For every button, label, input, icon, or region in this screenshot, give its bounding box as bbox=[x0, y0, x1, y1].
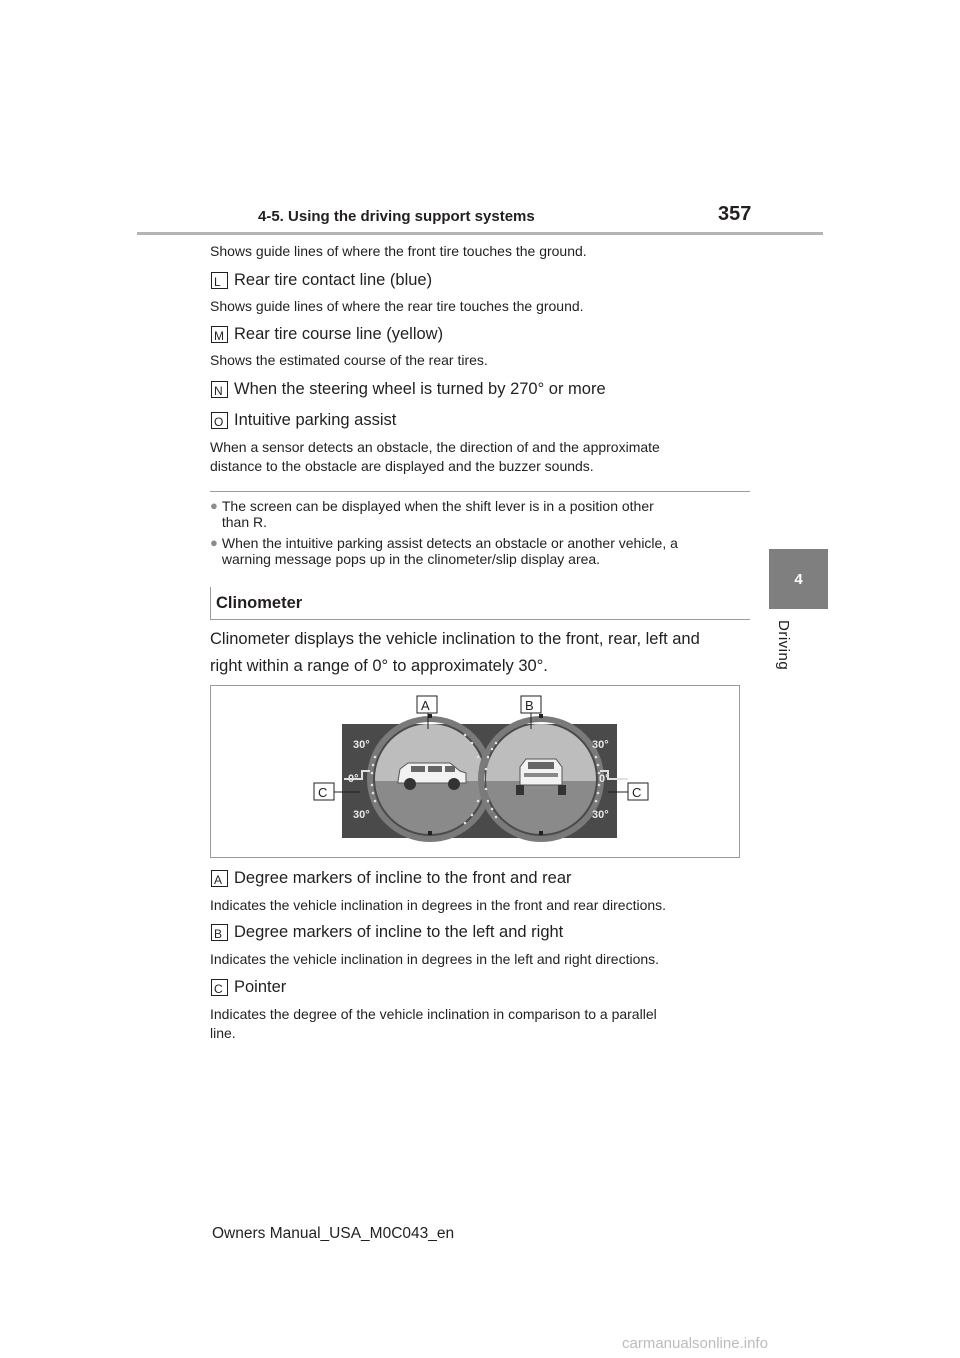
item-b-label: Degree markers of incline to the left and right bbox=[234, 923, 564, 941]
note-2-line-1: When the intuitive parking assist detects an obstacle or another vehicle, a bbox=[221, 535, 678, 551]
clinometer-figure bbox=[210, 685, 740, 858]
item-b-desc: Indicates the vehicle inclination in degrees in the left and right directions. bbox=[210, 951, 660, 967]
callout-b-label: B bbox=[525, 698, 534, 713]
badge-c: C bbox=[211, 979, 228, 996]
item-l-desc: Shows guide lines of where the rear tire touches the ground. bbox=[210, 298, 584, 314]
footer-doc-id: Owners Manual_USA_M0C043_en bbox=[212, 1225, 455, 1242]
item-b bbox=[211, 923, 563, 942]
page-number: 357 bbox=[718, 203, 752, 225]
item-a-desc: Indicates the vehicle inclination in degrees in the front and rear directions. bbox=[210, 897, 667, 913]
badge-n: N bbox=[211, 381, 228, 398]
bullet-icon: ● bbox=[210, 498, 218, 513]
note-1-line-1: The screen can be displayed when the shift lever is in a position other bbox=[221, 498, 654, 514]
watermark: carmanualsonline.info bbox=[622, 1335, 768, 1352]
chapter-label: Driving bbox=[775, 620, 792, 671]
item-a-label: Degree markers of incline to the front and rear bbox=[234, 869, 572, 887]
item-c bbox=[211, 978, 286, 997]
badge-m: M bbox=[211, 326, 228, 343]
callout-c-right-label: C bbox=[632, 785, 642, 800]
item-m bbox=[211, 325, 443, 344]
header-title: 4-5. Using the driving support systems bbox=[258, 208, 535, 225]
left-gauge-top-label: 30° bbox=[353, 739, 370, 751]
item-l-label: Rear tire contact line (blue) bbox=[234, 271, 433, 289]
badge-a: A bbox=[211, 870, 228, 887]
right-gauge-mid-label: 0° bbox=[599, 773, 610, 785]
section-body-line-2: right within a range of 0° to approximately 30°. bbox=[210, 657, 548, 675]
badge-o: O bbox=[211, 412, 228, 429]
left-gauge-bottom-label: 30° bbox=[353, 809, 370, 821]
note-1-line-2: than R. bbox=[221, 514, 267, 530]
section-body bbox=[210, 626, 755, 680]
intro-text: Shows guide lines of where the front tire touches the ground. bbox=[210, 243, 587, 259]
header-rule bbox=[137, 232, 823, 235]
item-o bbox=[211, 411, 396, 430]
item-m-label: Rear tire course line (yellow) bbox=[234, 325, 444, 343]
note-2-line-2: warning message pops up in the clinometer/slip display area. bbox=[221, 551, 601, 567]
item-a bbox=[211, 869, 572, 888]
section-body-line-1: Clinometer displays the vehicle inclination to the front, rear, left and bbox=[210, 630, 700, 648]
section-title: Clinometer bbox=[216, 594, 303, 612]
bullet-icon: ● bbox=[210, 535, 218, 550]
item-c-desc-2: line. bbox=[210, 1025, 236, 1041]
item-o-desc-1: When a sensor detects an obstacle, the direction of and the approximate bbox=[210, 439, 660, 455]
item-c-label: Pointer bbox=[234, 978, 287, 996]
right-gauge-bottom-label: 30° bbox=[592, 809, 609, 821]
item-n-label: When the steering wheel is turned by 270° or more bbox=[234, 380, 606, 398]
item-o-desc-2: distance to the obstacle are displayed and the buzzer sounds. bbox=[210, 458, 594, 474]
badge-b: B bbox=[211, 924, 228, 941]
badge-l: L bbox=[211, 272, 228, 289]
note-1 bbox=[210, 498, 654, 530]
item-l bbox=[211, 271, 432, 290]
item-c-desc-1: Indicates the degree of the vehicle inclination in comparison to a parallel bbox=[210, 1006, 657, 1022]
item-n bbox=[211, 380, 606, 399]
note-rule bbox=[210, 491, 750, 492]
item-m-desc: Shows the estimated course of the rear tires. bbox=[210, 352, 488, 368]
right-gauge-top-label: 30° bbox=[592, 739, 609, 751]
callout-c-left-label: C bbox=[318, 785, 328, 800]
callout-a-label: A bbox=[421, 698, 430, 713]
chapter-tab: 4 bbox=[769, 549, 828, 609]
note-2 bbox=[210, 535, 678, 567]
left-gauge-mid-label: 0° bbox=[348, 773, 359, 785]
item-o-label: Intuitive parking assist bbox=[234, 411, 397, 429]
